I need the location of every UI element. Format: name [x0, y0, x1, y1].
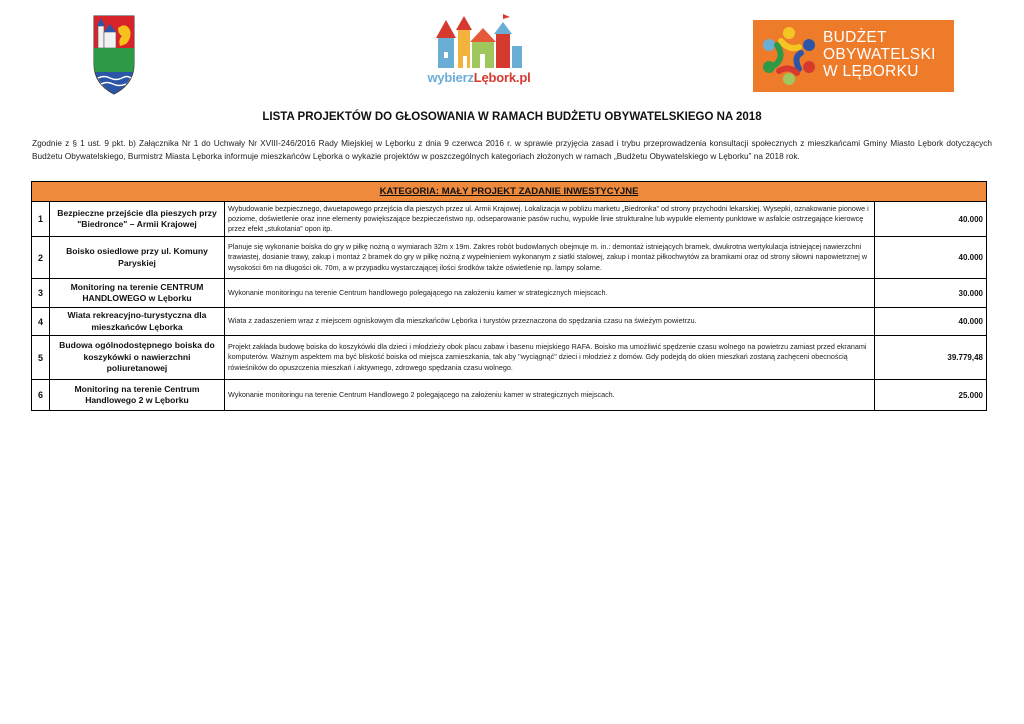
- project-number: 3: [32, 279, 50, 308]
- coat-of-arms-icon: [92, 14, 136, 96]
- project-description: Projekt zakłada budowę boiska do koszykówki dla dzieci i młodzieży obok placu zabaw i basenu miejskiego RAFA. Boisko ma umożliwić spędzenie czasu wolnego na powietrzu zamiast przed ekranami komputerów. Ważnym aspektem ma być bliskość boiska od miejsca zamieszkania, tak aby "wyciągnąć" dzieci i młodzież z domów. Gdy podejdą do okien mieszkań zostaną zachęceni obecnością rówieśników do opuszczenia mieszkań i aktywnego, zdrowego spędzania czasu wolnego.: [225, 336, 875, 380]
- table-row: [32, 279, 987, 308]
- projects-table: [31, 181, 987, 411]
- project-amount: 25.000: [875, 380, 987, 411]
- category-title: KATEGORIA: MAŁY PROJEKT ZADANIE INWESTYCYJNE: [32, 182, 987, 202]
- project-number: 4: [32, 308, 50, 336]
- project-amount: 40.000: [875, 202, 987, 237]
- project-description: Wykonanie monitoringu na terenie Centrum Handlowego 2 polegającego na założeniu kamer w strategicznych miejscach.: [225, 380, 875, 411]
- document-title: LISTA PROJEKTÓW DO GŁOSOWANIA W RAMACH BUDŻETU OBYWATELSKIEGO NA 2018: [262, 111, 762, 123]
- project-name: Boisko osiedlowe przy ul. Komuny Paryskiej: [50, 237, 225, 279]
- document-intro: Zgodnie z § 1 ust. 9 pkt. b) Załącznika Nr 1 do Uchwały Nr XVIII-246/2016 Rady Miejskiej w Lęborku z dnia 9 czerwca 2016 r. w sprawie przyjęcia zasad i trybu przeprowadzenia konsultacji społecznych z mieszkańcami Gminy Miasto Lębork dotyczących Budżetu Obywatelskiego, Burmistrz Miasta Lęborka informuje mieszkańców Lęborka o wykazie projektów w poszczególnych kategoriach złożonych w ramach „Budżetu Obywatelskiego w Lęborku” na 2018 rok.: [32, 138, 992, 161]
- project-amount: 30.000: [875, 279, 987, 308]
- town-wordmark: wybierzLębork.pl: [427, 70, 531, 85]
- table-row: [32, 308, 987, 336]
- project-name: Budowa ogólnodostępnego boiska do koszykówki o nawierzchni poliuretanowej: [50, 336, 225, 380]
- page-header: [0, 0, 1024, 100]
- table-row: [32, 202, 987, 237]
- project-number: 2: [32, 237, 50, 279]
- project-number: 5: [32, 336, 50, 380]
- project-name: Monitoring na terenie Centrum Handlowego 2 w Lęborku: [50, 380, 225, 411]
- people-circle-icon: [759, 25, 819, 87]
- table-row: [32, 237, 987, 279]
- town-skyline-icon: [408, 12, 550, 70]
- project-name: Bezpieczne przejście dla pieszych przy "Biedronce" – Armii Krajowej: [50, 202, 225, 237]
- project-amount: 39.779,48: [875, 336, 987, 380]
- project-name: Monitoring na terenie CENTRUM HANDLOWEGO w Lęborku: [50, 279, 225, 308]
- town-logo[interactable]: [408, 12, 550, 94]
- project-name: Wiata rekreacyjno-turystyczna dla mieszkańców Lęborka: [50, 308, 225, 336]
- project-number: 6: [32, 380, 50, 411]
- project-description: Wykonanie monitoringu na terenie Centrum handlowego polegającego na założeniu kamer w strategicznych miejscach.: [225, 279, 875, 308]
- project-description: Wybudowanie bezpiecznego, dwuetapowego przejścia dla pieszych przez ul. Armii Krajowej. Lokalizacja w pobliżu marketu „Biedronka” od strony przychodni lekarskiej. Wysepki, oznakowanie pionowe i poziome, doświetlenie oraz inne elementy powiększające bezpieczeństwo np. odseparowanie pasów ruchu, wypukłe linie strukturalne lub wypukłe elementy punktowe w asfalcie ostrzegające kierowcę przez efekt „stukotania” opon itp.: [225, 202, 875, 237]
- project-description: Wiata z zadaszeniem wraz z miejscem ogniskowym dla mieszkańców Lęborka i turystów przeznaczona do spędzania czasu na świeżym powietrzu.: [225, 308, 875, 336]
- project-amount: 40.000: [875, 308, 987, 336]
- category-header-row: [32, 182, 987, 202]
- budget-logo-text: BUDŻET OBYWATELSKI W LĘBORKU: [823, 29, 936, 80]
- budget-logo[interactable]: [753, 20, 954, 92]
- project-description: Planuje się wykonanie boiska do gry w piłkę nożną o wymiarach 32m x 19m. Zakres robót budowlanych obejmuje m. in.: demontaż istniejących bramek, dwukrotna wertykulacja istniejącej nawierzchni trawiastej, dosianie trawy, zakup i montaż 2 bramek do gry w piłkę nożną z wypełnieniem wykonanym z siatki stalowej, zakup i montaż piłkochwytów za bramkami oraz od strony siłowni napowietrznej w wysokości 6m na długości ok. 70m, a w przypadku wystarczającej ilości środków także oświetlenie np. lampy solarne.: [225, 237, 875, 279]
- project-number: 1: [32, 202, 50, 237]
- table-row: [32, 380, 987, 411]
- project-amount: 40.000: [875, 237, 987, 279]
- table-row: [32, 336, 987, 380]
